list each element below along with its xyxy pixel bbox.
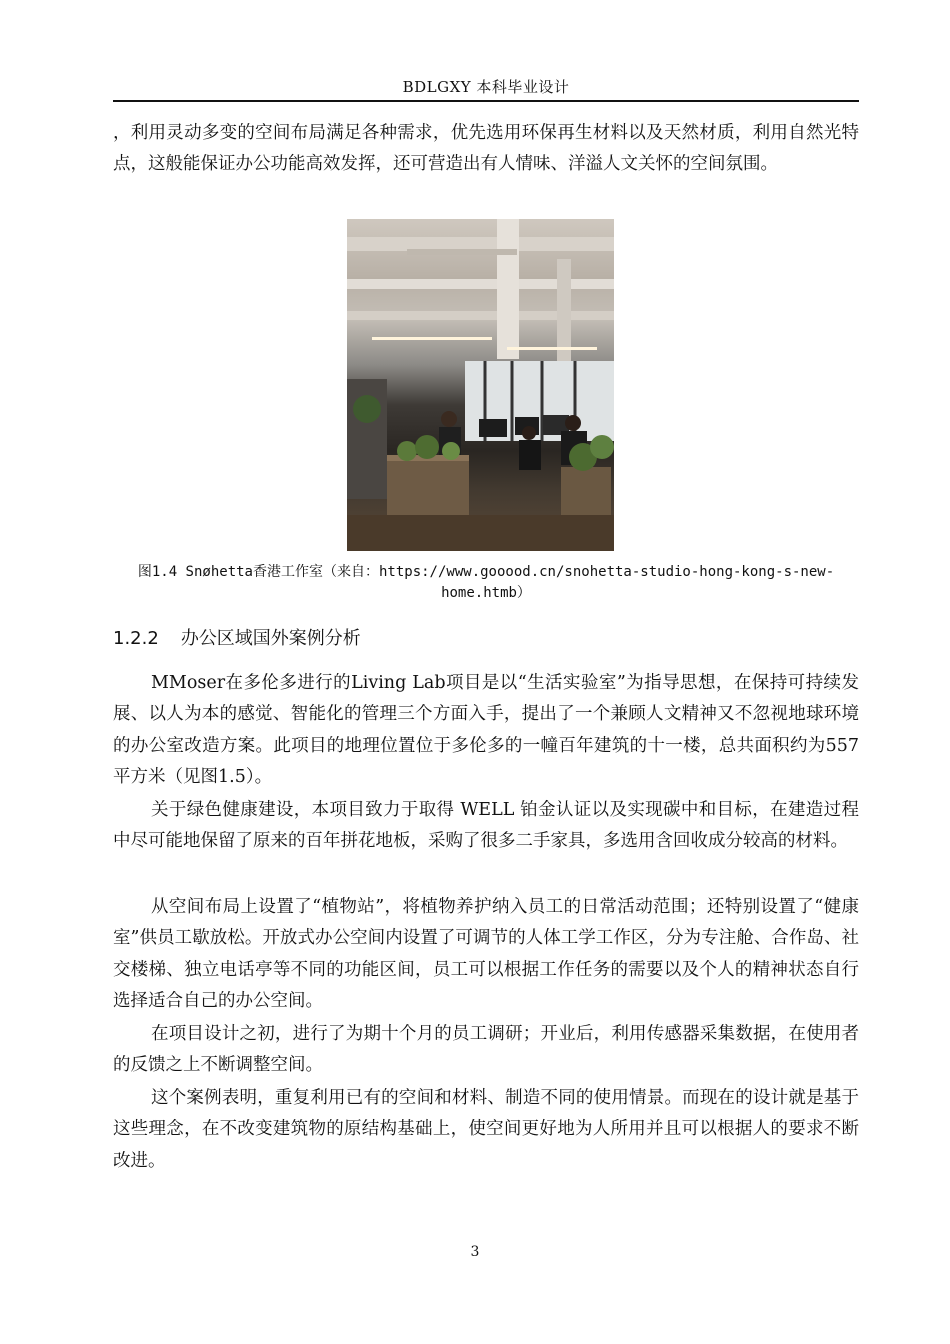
office-photo — [347, 219, 614, 551]
paragraph-3: 从空间布局上设置了“植物站”，将植物养护纳入员工的日常活动范围；还特别设置了“健康室”供员工歇放松。开放式办公空间内设置了可调节的人体工学工作区，分为专注舱、合作岛、社交楼梯、独立电话亭等不同的功能区间，员工可以根据工作任务的需要以及个人的精神状态自行选择适合自己的办公空间。 — [113, 897, 859, 1011]
paragraph-2: 关于绿色健康建设，本项目致力于取得 WELL 铂金认证以及实现碳中和目标，在建造过程中尽可能地保留了原来的百年拼花地板，采购了很多二手家具，多选用含回收成分较高的材料。 — [113, 800, 859, 852]
section-title: 办公区域国外案例分析 — [180, 628, 361, 649]
paragraph-1: MMoser在多伦多进行的Living Lab项目是以“生活实验室”为指导思想，在保持可持续发展、以人为本的感觉、智能化的管理三个方面入手，提出了一个兼顾人文精神又不忽视地球环境的办公室改造方案。此项目的地理位置位于多伦多的一幢百年建筑的十一楼，总共面积约为557平方米（见图1.5）。 — [113, 673, 859, 787]
office-photo-illustration — [347, 219, 614, 551]
page-number: 3 — [470, 1244, 480, 1260]
figure-caption: 图1.4 Snøhetta香港工作室（来自：https://www.gooood.cn/snohetta-studio-hong-kong-s-new-home.htmb） — [137, 564, 835, 601]
paragraph-5: 这个案例表明，重复利用已有的空间和材料、制造不同的使用情景。而现在的设计就是基于这些理念，在不改变建筑物的原结构基础上，使空间更好地为人所用并且可以根据人的要求不断改进。 — [113, 1088, 859, 1171]
running-header: BDLGXY 本科毕业设计 — [402, 78, 570, 96]
paragraph-intro: ，利用灵动多变的空间布局满足各种需求，优先选用环保再生材料以及天然材质，利用自然光特点，这般能保证办公功能高效发挥，还可营造出有人情味、洋溢人文关怀的空间氛围。 — [113, 123, 859, 175]
paragraph-4: 在项目设计之初，进行了为期十个月的员工调研；开业后，利用传感器采集数据，在使用者的反馈之上不断调整空间。 — [113, 1024, 859, 1076]
section-number: 1.2.2 — [113, 628, 159, 649]
header-rule — [113, 100, 859, 102]
section-heading — [113, 624, 361, 650]
